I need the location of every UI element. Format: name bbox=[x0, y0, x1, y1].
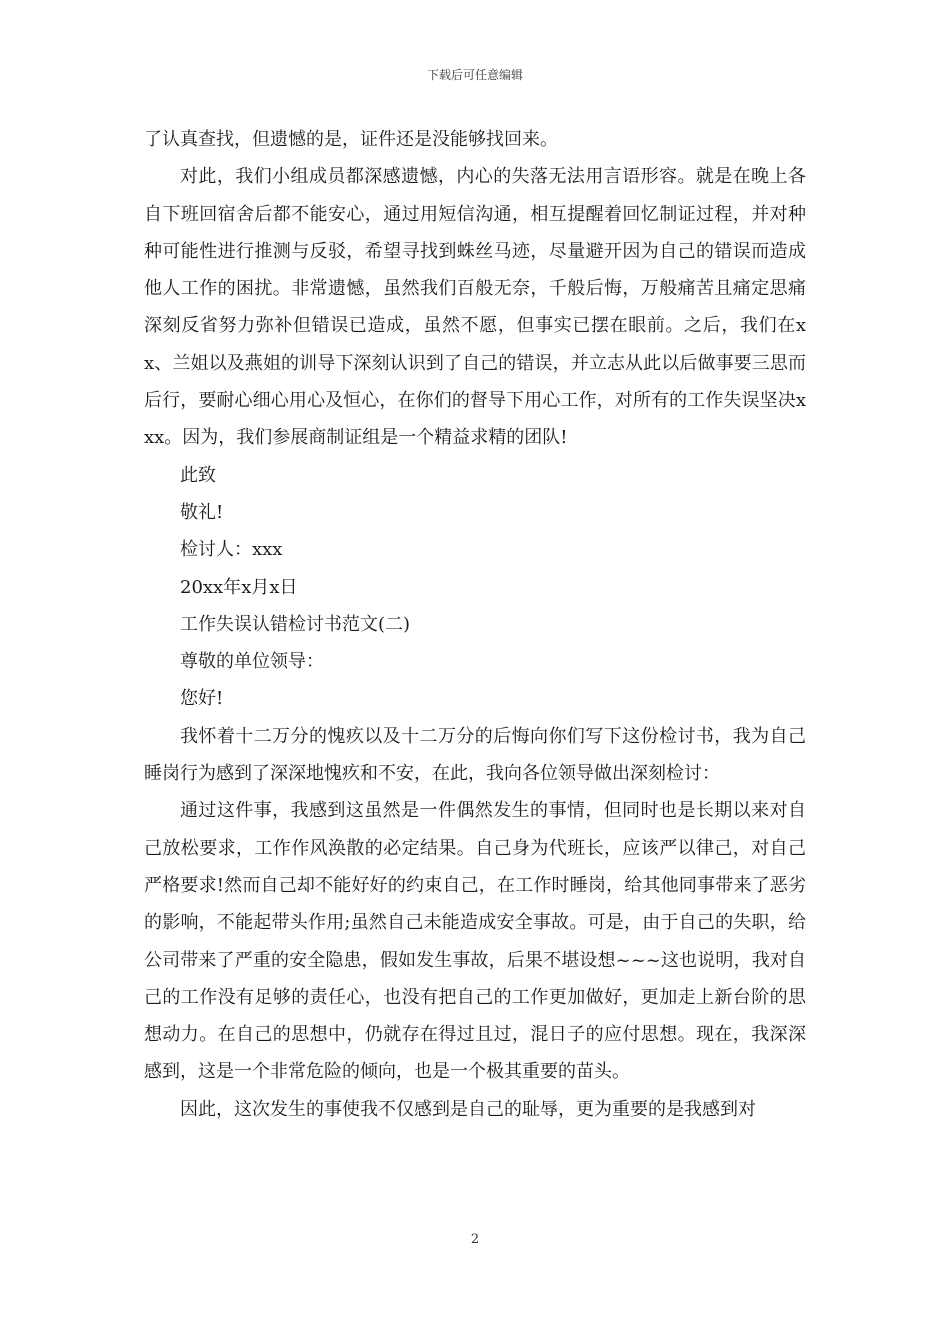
paragraph: 通过这件事，我感到这虽然是一件偶然发生的事情，但同时也是长期以来对自己放松要求，工作作风涣散的必定结果。自己身为代班长，应该严以律己，对自己严格要求!然而自己却不能好好的约束自己，在工作时睡岗，给其他同事带来了恶劣的影响，不能起带头作用;虽然自己未能造成安全事故。可是，由于自己的失职，给公司带来了严重的安全隐患，假如发生事故，后果不堪设想~~~这也说明，我对自己的工作没有足够的责任心，也没有把自己的工作更加做好，更加走上新台阶的思想动力。在自己的思想中，仍就存在得过且过，混日子的应付思想。现在，我深深感到，这是一个非常危险的倾向，也是一个极其重要的苗头。 bbox=[144, 800, 806, 1083]
paragraph: 了认真查找，但遗憾的是，证件还是没能够找回来。 bbox=[144, 129, 558, 150]
date-line: 20xx年x月x日 bbox=[180, 576, 298, 598]
page-number: 2 bbox=[470, 1232, 480, 1247]
closing-regards: 敬礼! bbox=[180, 501, 224, 523]
document-body bbox=[144, 121, 806, 1128]
greeting: 您好! bbox=[180, 688, 224, 710]
paragraph: 因此，这次发生的事使我不仅感到是自己的耻辱，更为重要的是我感到对 bbox=[180, 1098, 756, 1120]
page-header: 下载后可任意编辑 bbox=[426, 68, 523, 82]
paragraph: 我怀着十二万分的愧疚以及十二万分的后悔向你们写下这份检讨书，我为自己睡岗行为感到了深深地愧疚和不安，在此，我向各位领导做出深刻检讨： bbox=[144, 725, 806, 785]
signature-line: 检讨人：xxx bbox=[180, 539, 283, 561]
section-title: 工作失误认错检讨书范文(二) bbox=[180, 613, 411, 635]
closing-salutation: 此致 bbox=[180, 464, 216, 486]
paragraph: 对此，我们小组成员都深感遗憾，内心的失落无法用言语形容。就是在晚上各自下班回宿舍后都不能安心，通过用短信沟通，相互提醒着回忆制证过程，并对种种可能性进行推测与反驳，希望寻找到蛛丝马迹，尽量避开因为自己的错误而造成他人工作的困扰。非常遗憾，虽然我们百般无奈，千般后悔，万般痛苦且痛定思痛深刻反省努力弥补但错误已造成，虽然不愿，但事实已摆在眼前。之后，我们在xx、兰姐以及燕姐的训导下深刻认识到了自己的错误，并立志从此以后做事要三思而后行，要耐心细心用心及恒心，在你们的督导下用心工作，对所有的工作失误坚决xxx。因为，我们参展商制证组是一个精益求精的团队! bbox=[144, 166, 806, 449]
greeting-addressee: 尊敬的单位领导： bbox=[180, 651, 324, 673]
